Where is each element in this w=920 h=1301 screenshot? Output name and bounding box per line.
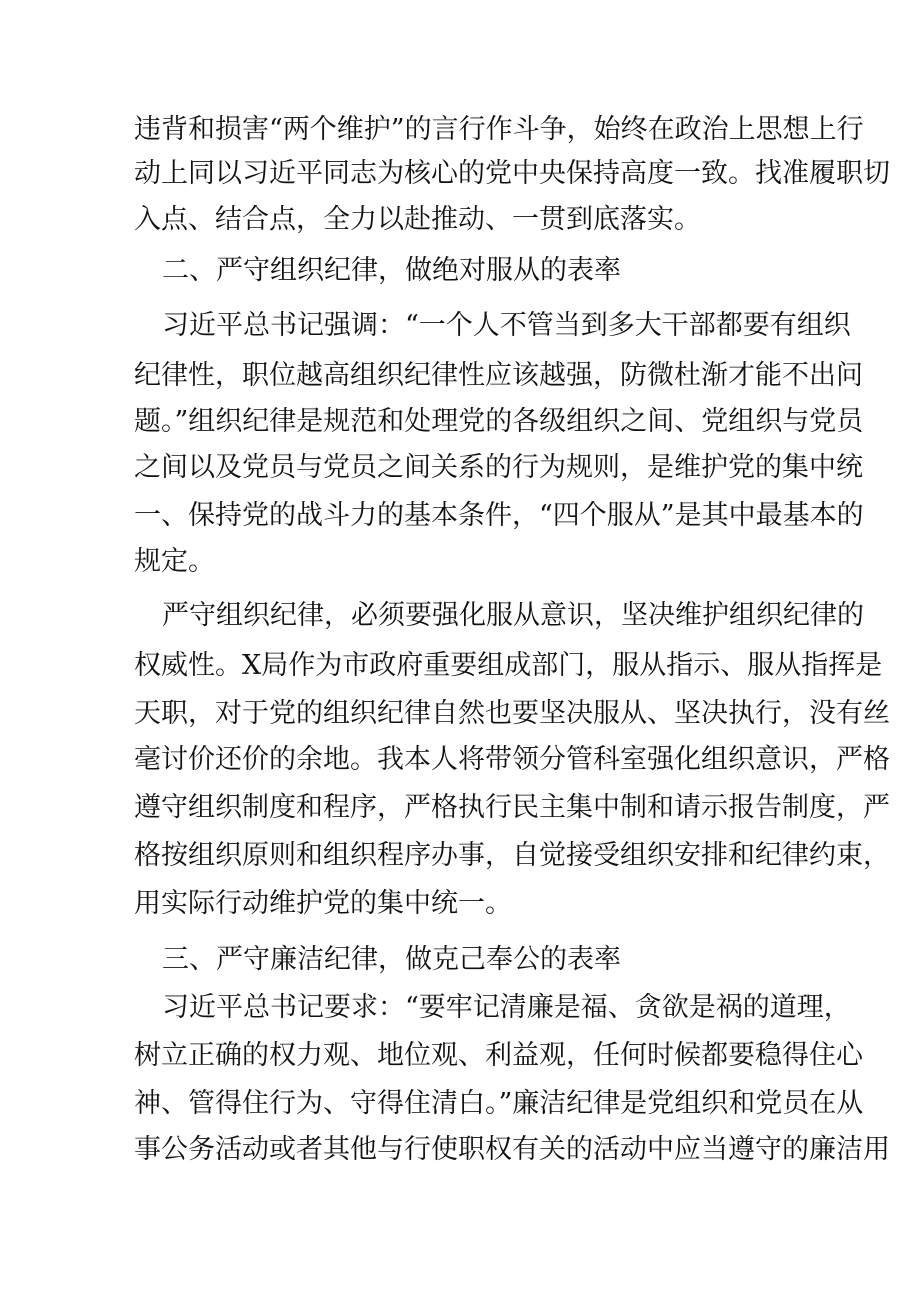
text-line: 神、管得住行为、守得住清白。”廉洁纪律是党组织和党员在从 [134,1088,864,1119]
section-heading-3: 三、严守廉洁纪律，做克己奉公的表率 [162,944,621,975]
text-line: 纪律性，职位越高组织纪律性应该越强，防微杜渐才能不出问 [134,360,863,391]
text-line: 习近平总书记强调：“一个人不管当到多大干部都要有组织 [162,310,851,341]
text-line: 违背和损害“两个维护”的言行作斗争，始终在政治上思想上行 [134,114,864,145]
text-line: 习近平总书记要求：“要牢记清廉是福、贪欲是祸的道理， [162,992,851,1023]
section-heading-2: 二、严守组织纪律，做绝对服从的表率 [162,255,621,286]
text-line: 严守组织纪律，必须要强化服从意识，坚决维护组织纪律的 [162,600,864,631]
text-line: 毫讨价还价的余地。我本人将带领分管科室强化组织意识，严格 [134,744,890,775]
text-line: 之间以及党员与党员之间关系的行为规则，是维护党的集中统 [134,452,863,483]
text-line: 遵守组织制度和程序，严格执行民主集中制和请示报告制度，严 [134,792,890,823]
text-line: 格按组织原则和组织程序办事，自觉接受组织安排和纪律约束， [134,840,890,871]
text-line: 天职，对于党的组织纪律自然也要坚决服从、坚决执行，没有丝 [134,698,890,729]
text-line: 事公务活动或者其他与行使职权有关的活动中应当遵守的廉洁用 [134,1134,890,1165]
text-line: 树立正确的权力观、地位观、利益观，任何时候都要稳得住心 [134,1040,863,1071]
text-line: 动上同以习近平同志为核心的党中央保持高度一致。找准履职切 [134,158,890,189]
text-line: 入点、结合点，全力以赴推动、一贯到底落实。 [134,204,701,235]
text-line: 题。”组织纪律是规范和处理党的各级组织之间、党组织与党员 [134,406,864,437]
text-line: 规定。 [134,546,215,577]
text-line: 权威性。X局作为市政府重要组成部门，服从指示、服从指挥是 [134,650,883,681]
text-line: 用实际行动维护党的集中统一。 [134,888,512,919]
text-line: 一、保持党的战斗力的基本条件，“四个服从”是其中最基本的 [134,500,864,531]
